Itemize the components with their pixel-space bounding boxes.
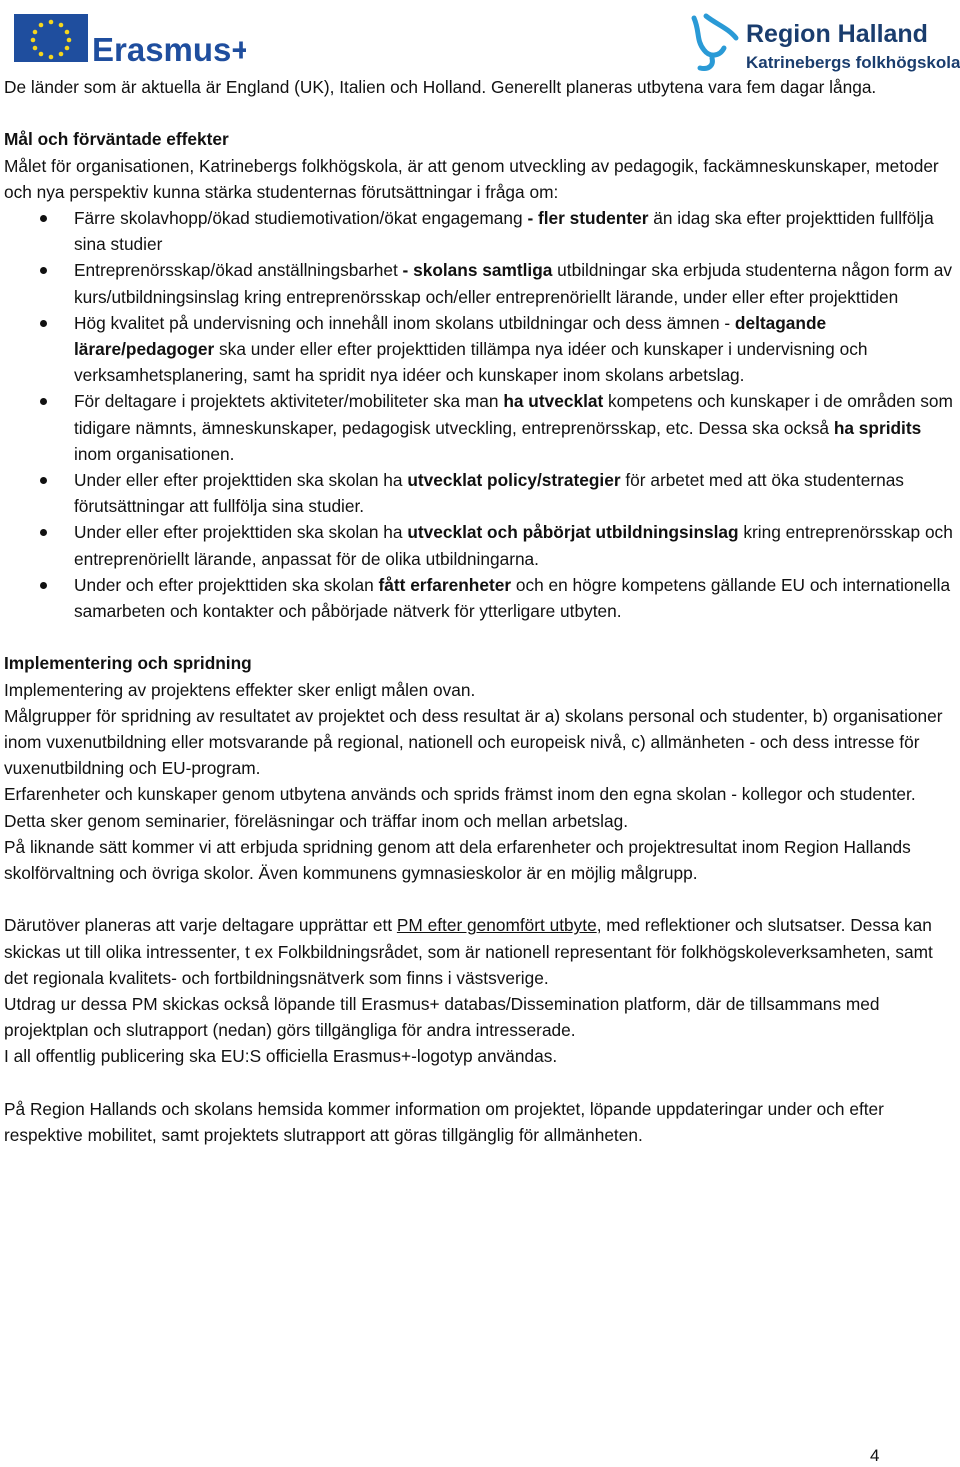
list-item: Under eller efter projekttiden ska skolan ha utvecklat och påbörjat utbildningsinslag kring entreprenörsskap och entreprenöriellt lärande, anpassat för de olika utbildningarna. bbox=[4, 519, 954, 571]
goals-intro: Målet för organisationen, Katrinebergs folkhögskola, är att genom utveckling av pedagogik, fackämneskunskaper, metoder och nya perspektiv kunna stärka studenternas förutsättningar i fråga om: bbox=[4, 155, 939, 202]
experience-paragraph: Erfarenheter och kunskaper genom utbytena används och sprids främst inom den egna skolan - kollegor och studenter. Detta sker genom seminarier, föreläsningar och träffar inom och mellan arbetslag. bbox=[4, 784, 916, 831]
list-item: För deltagare i projektets aktiviteter/mobiliteter ska man ha utvecklat kompetens och kunskaper i de områden som tidigare nämnts, ämneskunskaper, pedagogisk utveckling, entreprenörsskap, etc. Dessa ska också ha spridits inom organisationen. bbox=[4, 388, 954, 467]
target-groups-paragraph: Målgrupper för spridning av resultatet av projektet och dess resultat är a) skolans personal och studenter, b) organisationer inom vuxenutbildning eller motsvarande på regional, nationell och europeisk nivå, c) allmänheten - och dess intresse för vuxenutbildning och EU-program. bbox=[4, 705, 943, 779]
list-item: Under och efter projekttiden ska skolan fått erfarenheter och en högre kompetens gällande EU och internationella samarbeten och kontakter och påbörjade nätverk för ytterligare utbyten. bbox=[4, 572, 954, 624]
intro-paragraph: De länder som är aktuella är England (UK), Italien och Holland. Generellt planeras utbytena vara fem dagar långa. bbox=[4, 77, 877, 97]
list-item: Hög kvalitet på undervisning och innehåll inom skolans utbildningar och dess ämnen - deltagande lärare/pedagoger ska under eller efter projekttiden tillämpa nya idéer och kunskaper i undervisning och verksamhetsplanering, samt ha spridit nya idéer och kunskaper inom skolans arbetslag. bbox=[4, 310, 954, 389]
website-paragraph: På Region Hallands och skolans hemsida kommer information om projektet, löpande uppdateringar under och efter respektive mobilitet, samt projektets slutrapport att göras tillgänglig för allmänheten. bbox=[4, 1098, 884, 1146]
implementation-heading: Implementering och spridning bbox=[4, 653, 252, 674]
document-body bbox=[4, 74, 954, 1148]
database-paragraph: Utdrag ur dessa PM skickas också löpande till Erasmus+ databas/Dissemination platform, där de tillsammans med projektplan och slutrapport (nedan) görs tillgängliga för andra intresserade. bbox=[4, 994, 880, 1041]
svg-text:Erasmus+: Erasmus+ bbox=[92, 31, 246, 66]
region-logo-title: Region Halland bbox=[746, 20, 928, 48]
page-header bbox=[0, 0, 960, 76]
list-item: Färre skolavhopp/ökad studiemotivation/ökat engagemang - fler studenter än idag ska efter projekttiden fullfölja sina studier bbox=[4, 205, 954, 257]
goals-list bbox=[4, 205, 954, 624]
goals-heading: Mål och förväntade effekter bbox=[4, 129, 229, 150]
pm-paragraph: Därutöver planeras att varje deltagare upprättar ett PM efter genomfört utbyte, med reflektioner och slutsatser. Dessa kan skickas ut till olika intressenter, t ex Folkbildningsrådet, som är nationell representant för folkhögskoleverksamheten, samt det regionala kvalitets- och fortbildningsnätverk som finns i västsverige. bbox=[4, 915, 933, 988]
region-halland-logo bbox=[686, 10, 960, 79]
logo-usage-paragraph: I all offentlig publicering ska EU:S officiella Erasmus+-logotyp användas. bbox=[4, 1046, 558, 1067]
region-halland-emblem-icon bbox=[694, 16, 736, 69]
dissemination-paragraph: På liknande sätt kommer vi att erbjuda spridning genom att dela erfarenheter och projektresultat inom Region Hallands skolförvaltning och övriga skolor. Även kommunens gymnasieskolor är en möjlig målgrupp. bbox=[4, 836, 911, 884]
implementation-paragraph: Implementering av projektens effekter sker enligt målen ovan. bbox=[4, 679, 476, 700]
region-logo-subtitle: Katrinebergs folkhögskola bbox=[746, 53, 960, 72]
eu-flag-icon bbox=[14, 14, 246, 66]
list-item: Under eller efter projekttiden ska skolan ha utvecklat policy/strategier för arbetet med att öka studenternas förutsättningar att fullfölja sina studier. bbox=[4, 467, 954, 519]
page-number: 4 bbox=[870, 1446, 880, 1465]
erasmus-logo bbox=[14, 14, 246, 71]
list-item: Entreprenörsskap/ökad anställningsbarhet - skolans samtliga utbildningar ska erbjuda studenterna någon form av kurs/utbildningsinslag kring entreprenörsskap och/eller entreprenöriellt lärande, under eller efter projekttiden bbox=[4, 257, 954, 309]
